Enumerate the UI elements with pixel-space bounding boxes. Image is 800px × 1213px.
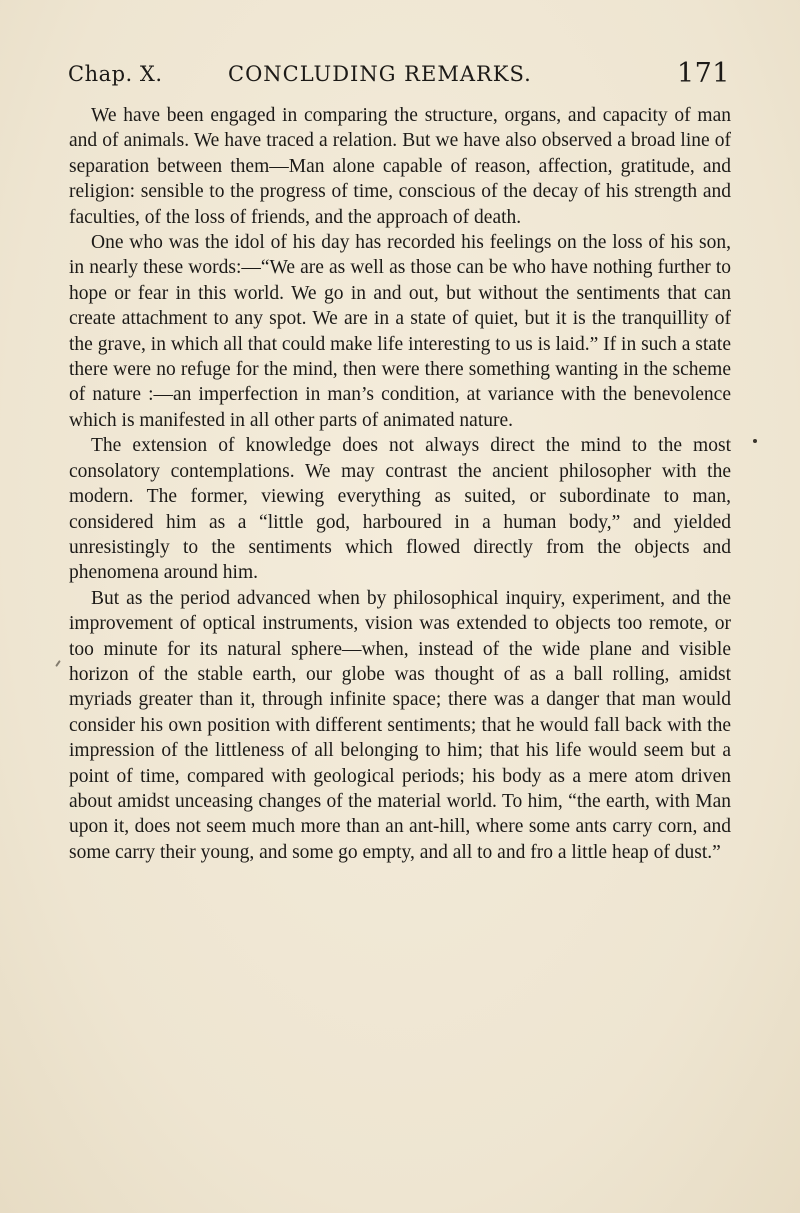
paragraph-1: We have been engaged in comparing the structure, organs, and capacity of man and of animals. We have traced a relation. But we have also observed a broad line of separation between them—Man alone capable of reason, affection, gratitude, and religion: sensible to the progress of time, conscious of the decay of his strength and faculties, of the loss of friends, and the approach of death. — [69, 105, 731, 228]
chapter-label: Chap. X. — [68, 62, 163, 86]
margin-speck — [753, 439, 757, 443]
chapter-title: CONCLUDING REMARKS. — [228, 62, 532, 86]
margin-speck — [55, 660, 61, 667]
paragraph-3: The extension of knowledge does not always direct the mind to the most consolatory contemplations. We may contrast the ancient philosopher with the modern. The former, viewing everything as suited, or subordinate to man, considered him as a “little god, harboured in a human body,” and yielded unresistingly to the sentiments which flowed directly from the objects and phenomena around him. — [69, 435, 731, 584]
body-text — [69, 103, 731, 865]
running-head — [68, 58, 730, 92]
paragraph-2: One who was the idol of his day has recorded his feelings on the loss of his son, in nearly these words:—“We are as well as those can be who have nothing further to hope or fear in this world. We go in and out, but without the sentiments that can create attachment to any spot. We are in a state of quiet, but it is the tranquillity of the grave, in which all that could make life interesting to us is laid.” If in such a state there were no refuge for the mind, then were there something wanting in the scheme of nature :—an imperfection in man’s condition, at variance with the benevolence which is manifested in all other parts of animated nature. — [69, 232, 731, 431]
page-number: 171 — [676, 58, 730, 89]
paragraph-4: But as the period advanced when by philosophical inquiry, experiment, and the improvement of optical instruments, vision was extended to objects too remote, or too minute for its natural sphere—when, instead of the wide plane and visible horizon of the stable earth, our globe was thought of as a ball rolling, amidst myriads greater than it, through infinite space; there was a danger that man would consider his own position with different sentiments; that he would fall back with the impression of the littleness of all belonging to him; that his life would seem but a point of time, compared with geological periods; his body as a mere atom driven about amidst unceasing changes of the material world. To him, “the earth, with Man upon it, does not seem much more than an ant-hill, where some ants carry corn, and some carry their young, and some go empty, and all to and fro a little heap of dust.” — [69, 587, 731, 863]
